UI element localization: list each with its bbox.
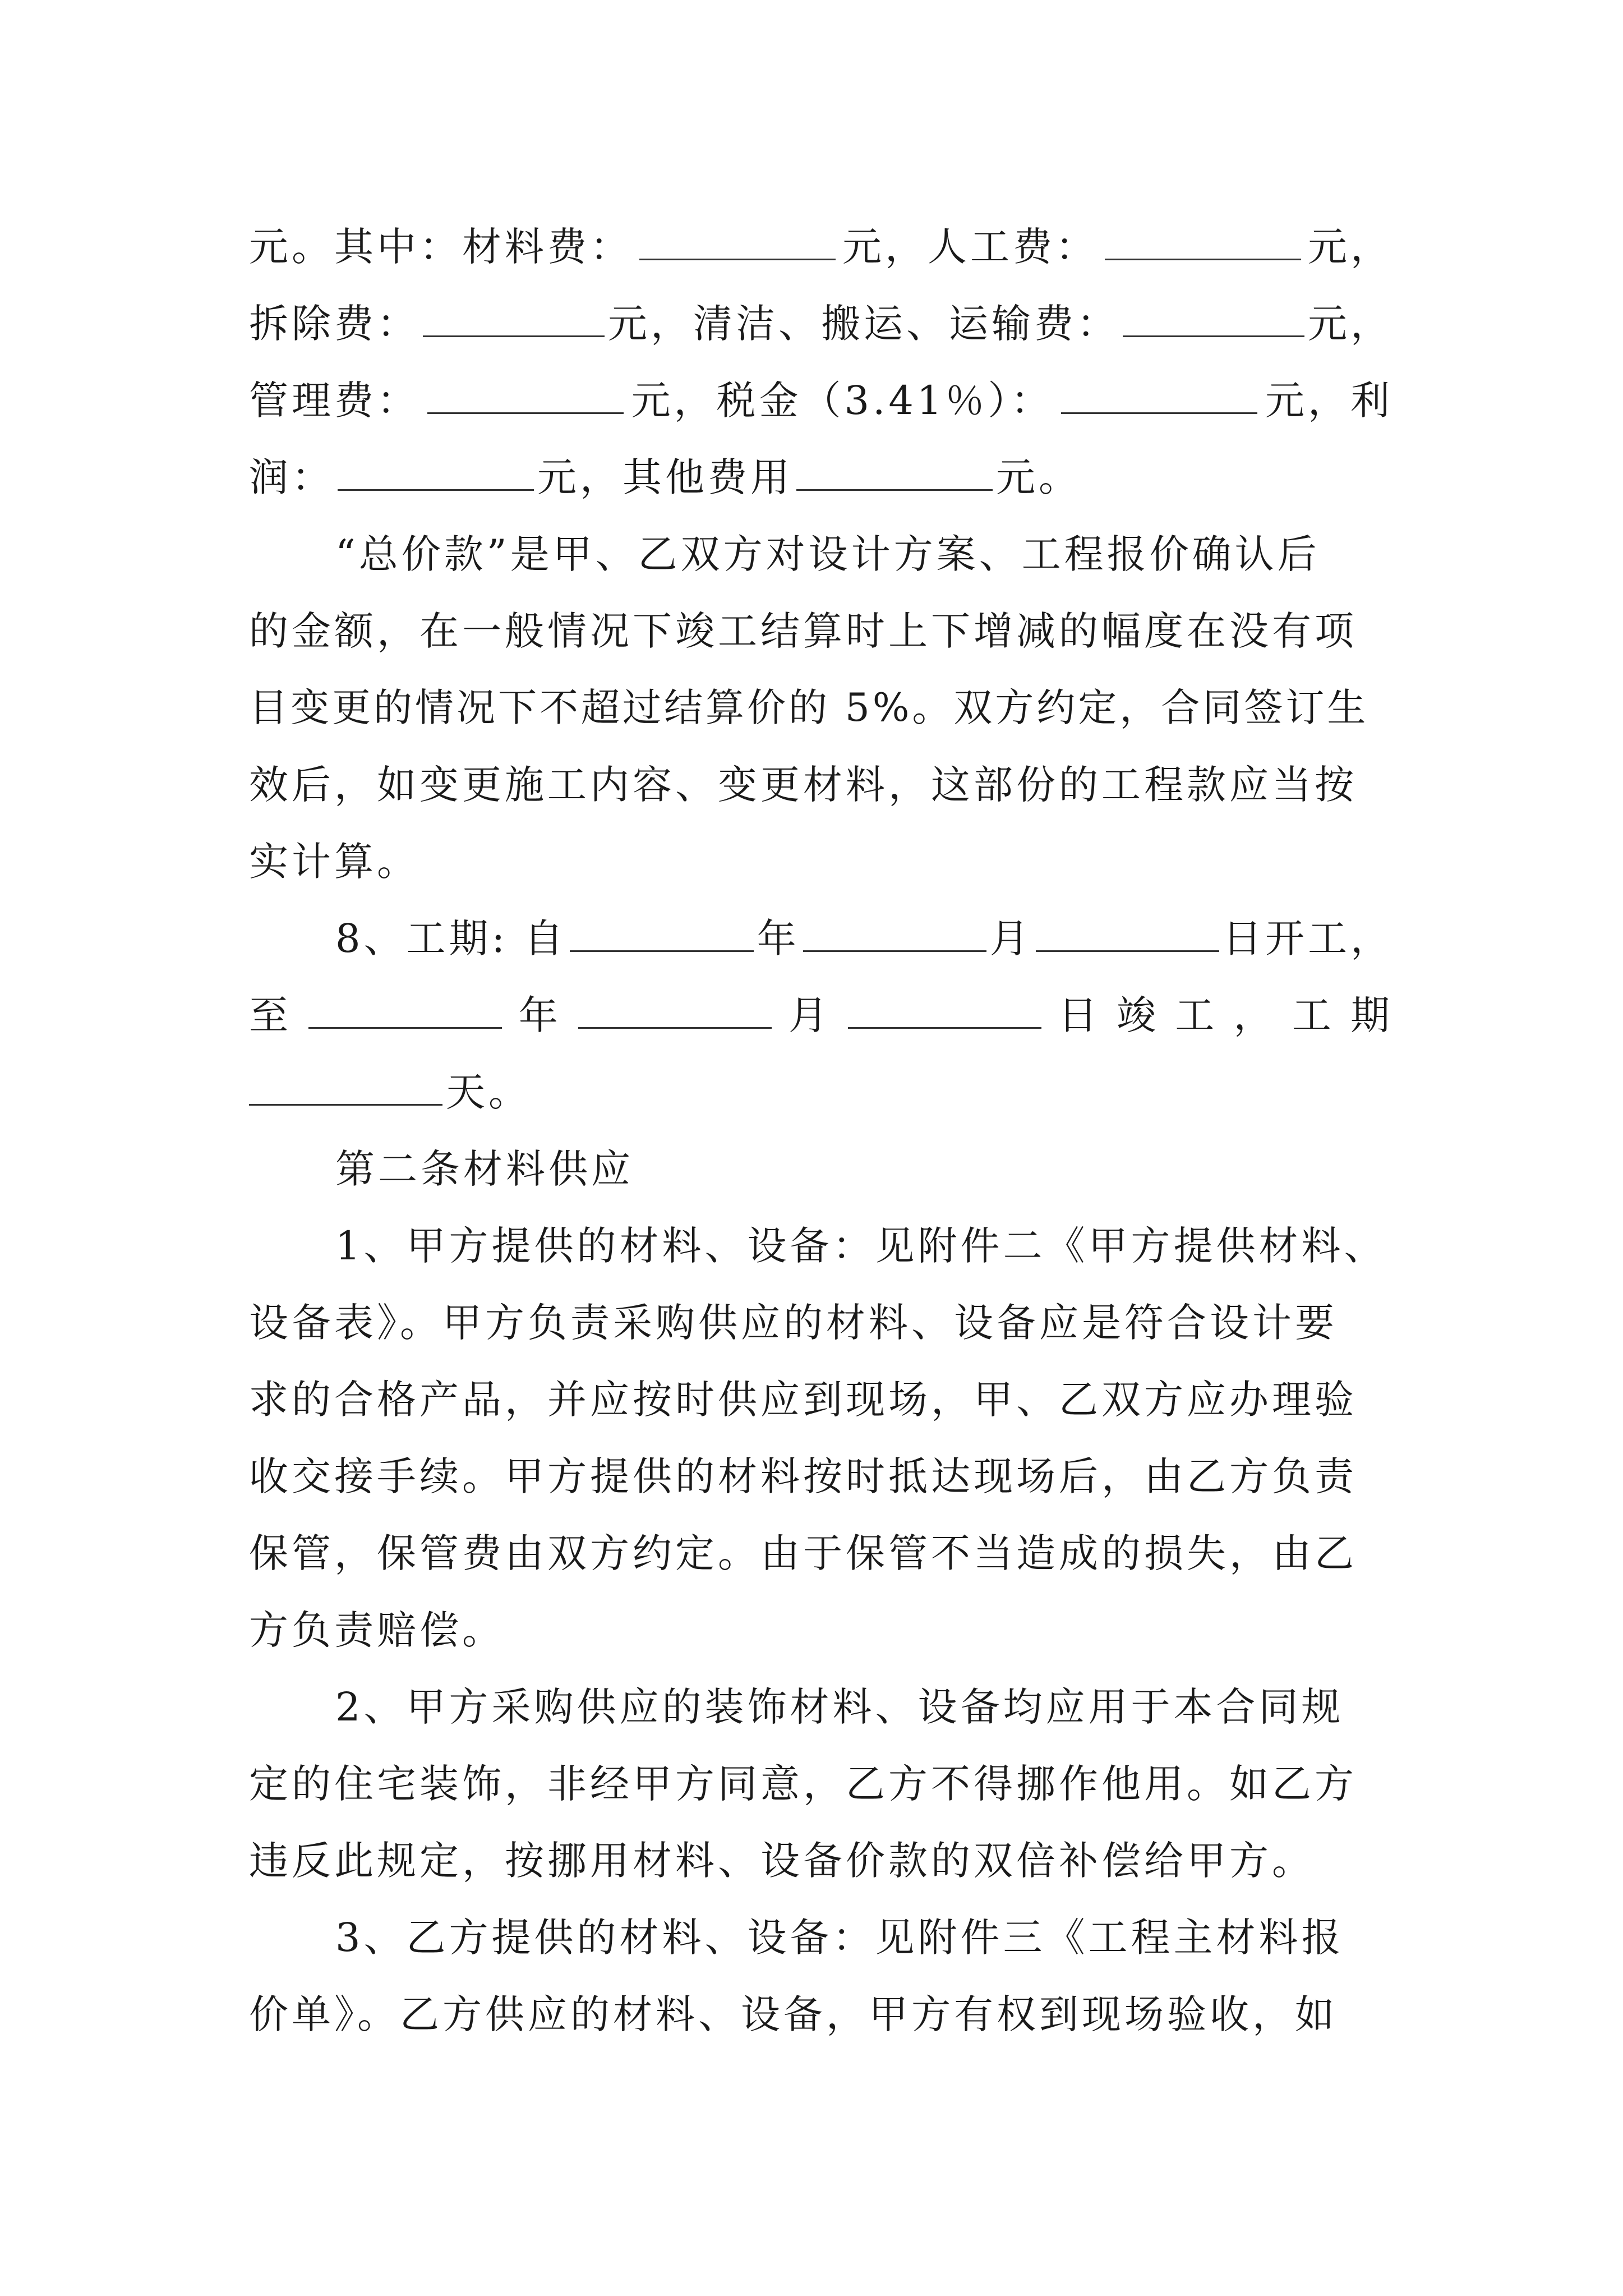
- material-fee-blank: [639, 222, 836, 261]
- text-segment: 天。: [446, 1069, 531, 1115]
- text-segment: 元，: [1308, 224, 1393, 270]
- start-month-blank: [803, 913, 986, 953]
- text-segment: 元。其中：材料费：: [249, 224, 633, 270]
- end-year-blank: [308, 990, 502, 1029]
- end-day-blank: [848, 990, 1041, 1029]
- paragraph-line: [335, 521, 1393, 588]
- start-year-blank: [570, 913, 753, 953]
- text-segment: 润：: [249, 454, 334, 500]
- text-segment: 元，其他费用: [537, 454, 793, 500]
- article-heading: [335, 1135, 1393, 1203]
- line-text: 目变更的情况下不超过结算价的 5%。双方约定，合同签订生: [249, 685, 1369, 730]
- fee-line-3: [249, 367, 1393, 434]
- fee-line-2: [249, 290, 1393, 357]
- line-text: 价单》。乙方供应的材料、设备，甲方有权到现场验收，如: [249, 1991, 1338, 2037]
- tax-blank: [1061, 375, 1257, 415]
- paragraph-line: [249, 1827, 1393, 1894]
- text-segment: 年: [757, 915, 800, 961]
- paragraph-line: [249, 1981, 1393, 2048]
- text-segment: 元，人工费：: [842, 224, 1098, 270]
- end-month-blank: [578, 990, 772, 1029]
- demolition-fee-blank: [423, 298, 605, 338]
- line-text: 方负责赔偿。: [249, 1607, 505, 1653]
- duration-days-blank: [249, 1067, 442, 1106]
- paragraph-line: [249, 1596, 1393, 1664]
- fee-line-4: [249, 444, 1393, 511]
- line-text: 设备表》。甲方负责采购供应的材料、设备应是符合设计要: [249, 1300, 1338, 1346]
- text-segment: 至: [249, 992, 292, 1038]
- text-segment: 元，税金（3.41％）：: [631, 378, 1054, 424]
- text-segment: 年: [518, 992, 561, 1038]
- text-segment: 8、工期: 自: [335, 915, 567, 961]
- period-line-1: [335, 905, 1393, 972]
- period-line-3: [249, 1059, 1393, 1126]
- paragraph-line: [335, 1212, 1393, 1280]
- paragraph-line: [249, 1443, 1393, 1510]
- text-segment: 管理费：: [249, 378, 419, 424]
- paragraph-line: [249, 1366, 1393, 1433]
- text-segment: 月: [788, 992, 831, 1038]
- fee-line-1: [249, 213, 1393, 280]
- paragraph-line: [249, 1520, 1393, 1587]
- paragraph-line: [249, 1289, 1393, 1356]
- management-fee-blank: [427, 375, 624, 415]
- text-segment: 日开工，: [1222, 915, 1393, 961]
- text-segment: 元，利: [1265, 378, 1393, 424]
- text-segment: 日 竣 工 ， 工 期: [1058, 992, 1393, 1038]
- paragraph-line: [335, 1673, 1393, 1741]
- line-text: 3、乙方提供的材料、设备：见附件三《工程主材料报: [335, 1915, 1344, 1961]
- paragraph-line: [249, 1750, 1393, 1818]
- text-segment: 拆除费：: [249, 301, 419, 347]
- heading-text: 第二条材料供应: [335, 1146, 634, 1192]
- other-fee-blank: [796, 452, 993, 491]
- line-text: 1、甲方提供的材料、设备：见附件二《甲方提供材料、: [335, 1223, 1387, 1269]
- paragraph-line: [249, 751, 1393, 818]
- line-text: “总价款”是甲、乙双方对设计方案、工程报价确认后: [335, 531, 1320, 577]
- start-day-blank: [1036, 913, 1219, 953]
- line-text: 实计算。: [249, 839, 419, 885]
- line-text: 定的住宅装饰，非经甲方同意，乙方不得挪作他用。如乙方: [249, 1761, 1357, 1807]
- text-segment: 元。: [996, 454, 1081, 500]
- line-text: 求的合格产品，并应按时供应到现场，甲、乙双方应办理验: [249, 1377, 1357, 1423]
- paragraph-line: [249, 674, 1393, 742]
- paragraph-line: [249, 597, 1393, 665]
- labor-fee-blank: [1105, 222, 1301, 261]
- paragraph-line: [249, 828, 1393, 895]
- line-text: 收交接手续。甲方提供的材料按时抵达现场后，由乙方负责: [249, 1453, 1357, 1499]
- line-text: 的金额，在一般情况下竣工结算时上下增减的幅度在没有项: [249, 608, 1357, 654]
- text-segment: 月: [989, 915, 1032, 961]
- line-text: 效后，如变更施工内容、变更材料，这部份的工程款应当按: [249, 762, 1357, 808]
- text-segment: 元，清洁、搬运、运输费：: [608, 301, 1119, 347]
- profit-blank: [338, 452, 534, 491]
- text-segment: 元，: [1308, 301, 1393, 347]
- line-text: 2、甲方采购供应的装饰材料、设备均应用于本合同规: [335, 1684, 1344, 1730]
- line-text: 保管，保管费由双方约定。由于保管不当造成的损失，由乙: [249, 1530, 1357, 1576]
- paragraph-line: [335, 1904, 1393, 1971]
- period-line-2: [249, 982, 1393, 1049]
- line-text: 违反此规定，按挪用材料、设备价款的双倍补偿给甲方。: [249, 1838, 1315, 1884]
- transport-fee-blank: [1123, 298, 1304, 338]
